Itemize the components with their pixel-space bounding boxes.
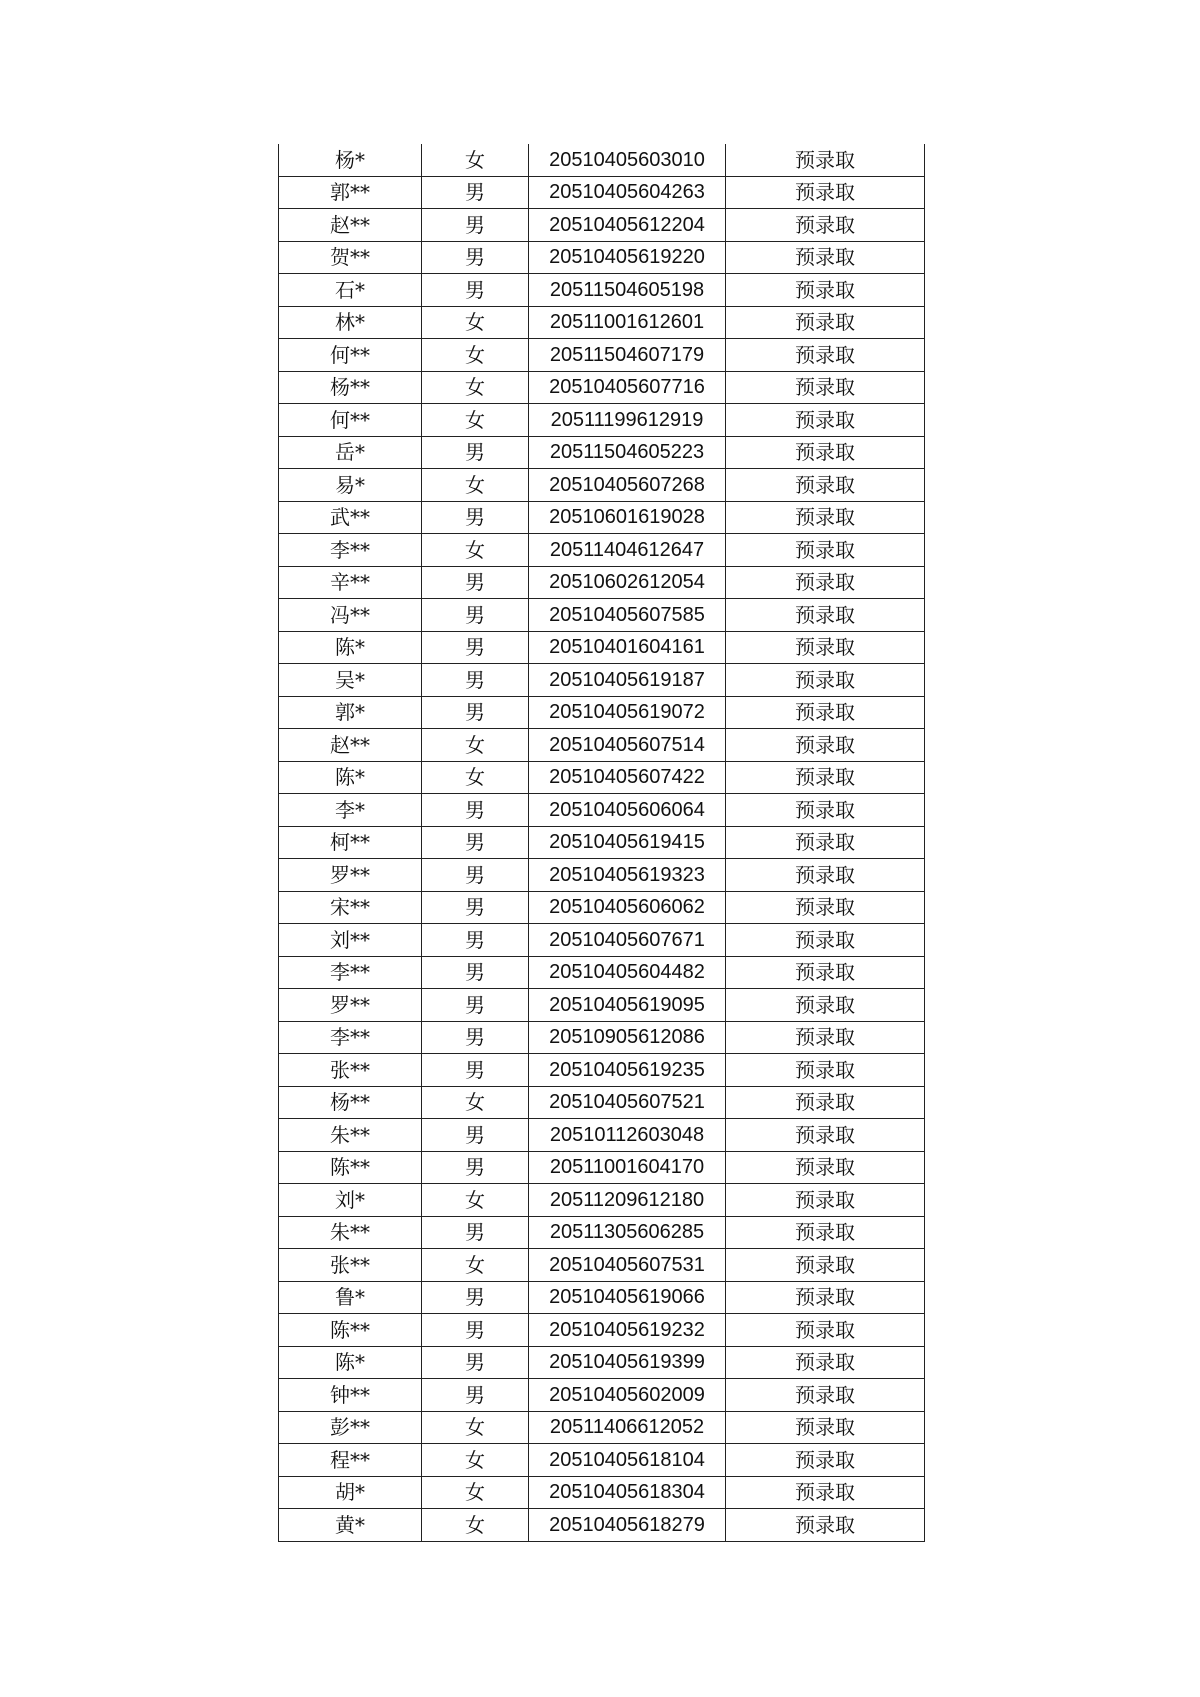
student-name-cell: 冯** [279, 599, 422, 632]
exam-number-cell: 20510405619399 [529, 1346, 726, 1379]
exam-number-cell: 20511504605223 [529, 436, 726, 469]
student-name-cell: 李* [279, 794, 422, 827]
admission-status-cell: 预录取 [726, 566, 925, 599]
gender-cell: 男 [422, 696, 529, 729]
student-name-cell: 岳* [279, 436, 422, 469]
exam-number-cell: 20511404612647 [529, 534, 726, 567]
exam-number-cell: 20511406612052 [529, 1411, 726, 1444]
student-name-cell: 杨** [279, 371, 422, 404]
exam-number-cell: 20510405619232 [529, 1314, 726, 1347]
admission-status-cell: 预录取 [726, 501, 925, 534]
admission-status-cell: 预录取 [726, 1054, 925, 1087]
table-row [279, 469, 925, 502]
table-row [279, 924, 925, 957]
admission-status-cell: 预录取 [726, 1281, 925, 1314]
gender-cell: 女 [422, 729, 529, 762]
gender-cell: 男 [422, 924, 529, 957]
gender-cell: 女 [422, 404, 529, 437]
gender-cell: 男 [422, 566, 529, 599]
gender-cell: 男 [422, 1021, 529, 1054]
exam-number-cell: 20510405618104 [529, 1444, 726, 1477]
table-row [279, 989, 925, 1022]
admission-status-cell: 预录取 [726, 371, 925, 404]
gender-cell: 男 [422, 956, 529, 989]
student-name-cell: 李** [279, 956, 422, 989]
exam-number-cell: 20510405612204 [529, 209, 726, 242]
student-name-cell: 朱** [279, 1216, 422, 1249]
admission-status-cell: 预录取 [726, 1346, 925, 1379]
gender-cell: 男 [422, 209, 529, 242]
table-row [279, 956, 925, 989]
student-name-cell: 钟** [279, 1379, 422, 1412]
exam-number-cell: 20510405607521 [529, 1086, 726, 1119]
exam-number-cell: 20510405607585 [529, 599, 726, 632]
student-name-cell: 赵** [279, 209, 422, 242]
table-row [279, 696, 925, 729]
table-row [279, 144, 925, 176]
table-row [279, 274, 925, 307]
table-row [279, 826, 925, 859]
admission-status-cell: 预录取 [726, 989, 925, 1022]
table-row [279, 1509, 925, 1542]
gender-cell: 女 [422, 371, 529, 404]
gender-cell: 女 [422, 534, 529, 567]
table-row [279, 241, 925, 274]
student-name-cell: 刘* [279, 1184, 422, 1217]
table-row [279, 1086, 925, 1119]
exam-number-cell: 20510405606062 [529, 891, 726, 924]
admission-status-cell: 预录取 [726, 599, 925, 632]
admission-status-cell: 预录取 [726, 144, 925, 176]
gender-cell: 男 [422, 989, 529, 1022]
exam-number-cell: 20510405619066 [529, 1281, 726, 1314]
student-name-cell: 鲁* [279, 1281, 422, 1314]
student-name-cell: 张** [279, 1249, 422, 1282]
gender-cell: 男 [422, 891, 529, 924]
student-name-cell: 郭** [279, 176, 422, 209]
exam-number-cell: 20510405602009 [529, 1379, 726, 1412]
exam-number-cell: 20510405607268 [529, 469, 726, 502]
student-name-cell: 陈* [279, 761, 422, 794]
admission-status-cell: 预录取 [726, 436, 925, 469]
exam-number-cell: 20510905612086 [529, 1021, 726, 1054]
exam-number-cell: 20510405619187 [529, 664, 726, 697]
admission-status-cell: 预录取 [726, 794, 925, 827]
gender-cell: 女 [422, 1086, 529, 1119]
student-name-cell: 朱** [279, 1119, 422, 1152]
admission-status-cell: 预录取 [726, 696, 925, 729]
gender-cell: 女 [422, 1509, 529, 1542]
admission-status-cell: 预录取 [726, 1249, 925, 1282]
admission-status-cell: 预录取 [726, 469, 925, 502]
admission-status-cell: 预录取 [726, 404, 925, 437]
exam-number-cell: 20510405604263 [529, 176, 726, 209]
gender-cell: 男 [422, 1119, 529, 1152]
student-name-cell: 武** [279, 501, 422, 534]
admission-status-cell: 预录取 [726, 826, 925, 859]
exam-number-cell: 20510405606064 [529, 794, 726, 827]
student-name-cell: 杨* [279, 144, 422, 176]
student-name-cell: 柯** [279, 826, 422, 859]
gender-cell: 女 [422, 144, 529, 176]
exam-number-cell: 20510405607422 [529, 761, 726, 794]
table-row [279, 1216, 925, 1249]
gender-cell: 女 [422, 1476, 529, 1509]
admission-status-cell: 预录取 [726, 1216, 925, 1249]
gender-cell: 男 [422, 1379, 529, 1412]
student-name-cell: 何** [279, 339, 422, 372]
table-row [279, 176, 925, 209]
gender-cell: 男 [422, 436, 529, 469]
gender-cell: 男 [422, 176, 529, 209]
table-row [279, 1476, 925, 1509]
gender-cell: 女 [422, 306, 529, 339]
student-name-cell: 陈* [279, 631, 422, 664]
student-name-cell: 易* [279, 469, 422, 502]
student-name-cell: 宋** [279, 891, 422, 924]
admission-status-cell: 预录取 [726, 1411, 925, 1444]
admission-status-cell: 预录取 [726, 1444, 925, 1477]
admission-status-cell: 预录取 [726, 761, 925, 794]
table-row [279, 1444, 925, 1477]
admission-status-cell: 预录取 [726, 1379, 925, 1412]
admission-status-cell: 预录取 [726, 729, 925, 762]
student-name-cell: 赵** [279, 729, 422, 762]
student-name-cell: 黄* [279, 1509, 422, 1542]
table-row [279, 339, 925, 372]
table-row [279, 1249, 925, 1282]
gender-cell: 男 [422, 1216, 529, 1249]
gender-cell: 男 [422, 1314, 529, 1347]
admission-status-cell: 预录取 [726, 1086, 925, 1119]
admission-status-cell: 预录取 [726, 664, 925, 697]
student-name-cell: 陈** [279, 1151, 422, 1184]
exam-number-cell: 20510405619415 [529, 826, 726, 859]
exam-number-cell: 20511001604170 [529, 1151, 726, 1184]
student-name-cell: 程** [279, 1444, 422, 1477]
gender-cell: 男 [422, 599, 529, 632]
exam-number-cell: 20511504605198 [529, 274, 726, 307]
table-row [279, 891, 925, 924]
admission-table-body [279, 144, 925, 1541]
table-row [279, 1184, 925, 1217]
table-row [279, 209, 925, 242]
table-row [279, 599, 925, 632]
exam-number-cell: 20511209612180 [529, 1184, 726, 1217]
gender-cell: 男 [422, 1346, 529, 1379]
exam-number-cell: 20510405607671 [529, 924, 726, 957]
exam-number-cell: 20510405607531 [529, 1249, 726, 1282]
exam-number-cell: 20511504607179 [529, 339, 726, 372]
admission-table [278, 144, 925, 1542]
table-row [279, 664, 925, 697]
admission-status-cell: 预录取 [726, 956, 925, 989]
table-row [279, 1411, 925, 1444]
exam-number-cell: 20510405607514 [529, 729, 726, 762]
exam-number-cell: 20510405618304 [529, 1476, 726, 1509]
gender-cell: 男 [422, 1281, 529, 1314]
student-name-cell: 林* [279, 306, 422, 339]
table-row [279, 534, 925, 567]
student-name-cell: 彭** [279, 1411, 422, 1444]
table-row [279, 371, 925, 404]
gender-cell: 男 [422, 1054, 529, 1087]
table-row [279, 1151, 925, 1184]
gender-cell: 女 [422, 1249, 529, 1282]
exam-number-cell: 20510405603010 [529, 144, 726, 176]
student-name-cell: 杨** [279, 1086, 422, 1119]
admission-status-cell: 预录取 [726, 1184, 925, 1217]
admission-status-cell: 预录取 [726, 339, 925, 372]
gender-cell: 男 [422, 794, 529, 827]
student-name-cell: 贺** [279, 241, 422, 274]
exam-number-cell: 20510401604161 [529, 631, 726, 664]
exam-number-cell: 20510601619028 [529, 501, 726, 534]
student-name-cell: 陈** [279, 1314, 422, 1347]
exam-number-cell: 20510405619072 [529, 696, 726, 729]
exam-number-cell: 20510405619220 [529, 241, 726, 274]
admission-status-cell: 预录取 [726, 1476, 925, 1509]
admission-status-cell: 预录取 [726, 1021, 925, 1054]
table-row [279, 1021, 925, 1054]
student-name-cell: 刘** [279, 924, 422, 957]
table-row [279, 404, 925, 437]
gender-cell: 男 [422, 859, 529, 892]
admission-status-cell: 预录取 [726, 1509, 925, 1542]
admission-status-cell: 预录取 [726, 1314, 925, 1347]
table-row [279, 1054, 925, 1087]
admission-status-cell: 预录取 [726, 209, 925, 242]
gender-cell: 男 [422, 274, 529, 307]
gender-cell: 女 [422, 1184, 529, 1217]
gender-cell: 女 [422, 1444, 529, 1477]
student-name-cell: 石* [279, 274, 422, 307]
student-name-cell: 李** [279, 534, 422, 567]
exam-number-cell: 20511305606285 [529, 1216, 726, 1249]
table-row [279, 306, 925, 339]
exam-number-cell: 20511199612919 [529, 404, 726, 437]
table-row [279, 1346, 925, 1379]
admission-status-cell: 预录取 [726, 924, 925, 957]
student-name-cell: 何** [279, 404, 422, 437]
admission-status-cell: 预录取 [726, 176, 925, 209]
exam-number-cell: 20510405607716 [529, 371, 726, 404]
table-row [279, 436, 925, 469]
table-row [279, 631, 925, 664]
student-name-cell: 罗** [279, 989, 422, 1022]
exam-number-cell: 20510405619235 [529, 1054, 726, 1087]
gender-cell: 男 [422, 664, 529, 697]
admission-status-cell: 预录取 [726, 891, 925, 924]
admission-status-cell: 预录取 [726, 859, 925, 892]
gender-cell: 男 [422, 631, 529, 664]
gender-cell: 男 [422, 1151, 529, 1184]
table-row [279, 1379, 925, 1412]
gender-cell: 男 [422, 826, 529, 859]
exam-number-cell: 20510405618279 [529, 1509, 726, 1542]
table-row [279, 501, 925, 534]
admission-status-cell: 预录取 [726, 241, 925, 274]
exam-number-cell: 20511001612601 [529, 306, 726, 339]
student-name-cell: 辛** [279, 566, 422, 599]
student-name-cell: 吴* [279, 664, 422, 697]
gender-cell: 女 [422, 339, 529, 372]
admission-status-cell: 预录取 [726, 274, 925, 307]
table-row [279, 859, 925, 892]
exam-number-cell: 20510405619095 [529, 989, 726, 1022]
admission-status-cell: 预录取 [726, 1151, 925, 1184]
student-name-cell: 胡* [279, 1476, 422, 1509]
gender-cell: 男 [422, 501, 529, 534]
table-row [279, 1119, 925, 1152]
gender-cell: 女 [422, 1411, 529, 1444]
gender-cell: 男 [422, 241, 529, 274]
exam-number-cell: 20510405604482 [529, 956, 726, 989]
student-name-cell: 李** [279, 1021, 422, 1054]
student-name-cell: 张** [279, 1054, 422, 1087]
table-row [279, 566, 925, 599]
admission-status-cell: 预录取 [726, 631, 925, 664]
student-name-cell: 郭* [279, 696, 422, 729]
gender-cell: 女 [422, 761, 529, 794]
table-row [279, 729, 925, 762]
table-row [279, 1314, 925, 1347]
student-name-cell: 罗** [279, 859, 422, 892]
exam-number-cell: 20510602612054 [529, 566, 726, 599]
admission-status-cell: 预录取 [726, 1119, 925, 1152]
table-row [279, 761, 925, 794]
student-name-cell: 陈* [279, 1346, 422, 1379]
table-row [279, 794, 925, 827]
table-row [279, 1281, 925, 1314]
admission-status-cell: 预录取 [726, 306, 925, 339]
exam-number-cell: 20510112603048 [529, 1119, 726, 1152]
exam-number-cell: 20510405619323 [529, 859, 726, 892]
gender-cell: 女 [422, 469, 529, 502]
admission-status-cell: 预录取 [726, 534, 925, 567]
